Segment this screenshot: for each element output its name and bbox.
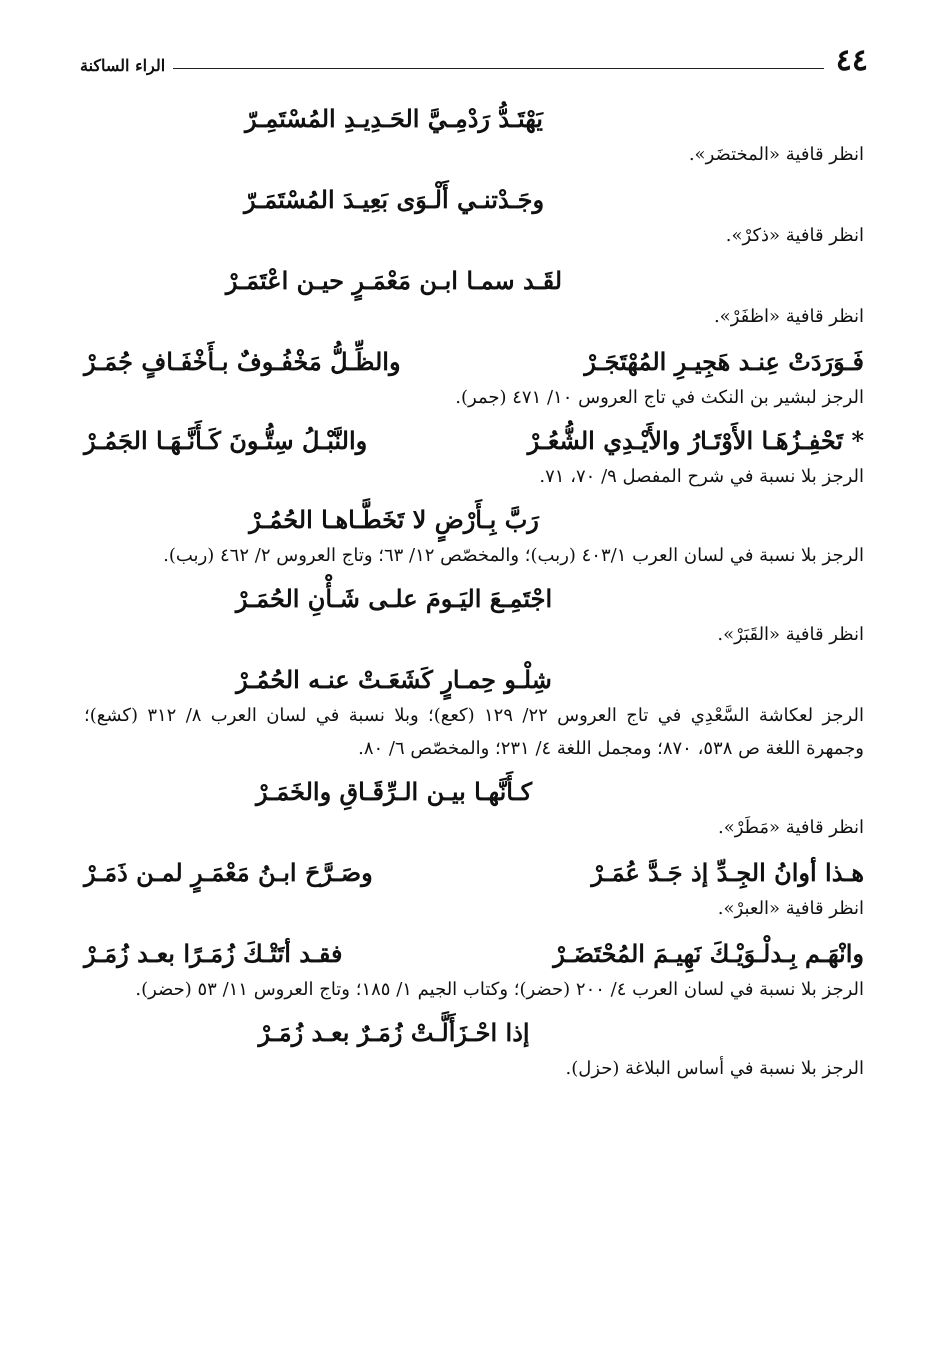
verse-couplet [84,343,864,381]
verse-first-hemistich: هـذا أوانُ الجِـدِّ إذ جَـدَّ عُمَـرْ [591,858,864,887]
verse-couplet [84,935,864,973]
verse-first-hemistich: وانْهَـم بِـدلْـوَيْـكَ نَهِيـمَ المُحْتَضَـرْ [553,939,864,968]
verse-second-hemistich: والنَّبْـلُ سِتُّـونَ كَـأَنَّـهَـا الجَمُـرْ [84,426,368,455]
verse-second-hemistich: وصَـرَّحَ ابـنُ مَعْمَـرٍ لمـن ذَمَـرْ [84,858,373,887]
page-number: ٤٤ [835,43,868,78]
verse-note: الرجز بلا نسبة في أساس البلاغة (حزل). [565,1058,864,1079]
verse: شِلْـو حِمـارٍ كَشَعَـتْ عنـه الحُمُـرْ [236,665,552,694]
verse-second-hemistich: والظِّـلُّ مَخْفُـوفٌ بـأَخْفَـافٍ جُمَـرْ [84,347,401,376]
verse: رَبَّ بِـأَرْضٍ لا تَخَطَّـاهـا الحُمُـرْ [249,505,539,534]
verse: يَهْتَـدُّ رَدْمِـيَّ الحَـدِيـدِ المُسْتَمِـرّ [245,104,543,133]
page-header [80,42,868,76]
verse-note: انظر قافية «ذكرْ». [725,225,864,246]
verse: لقَـد سمـا ابـن مَعْمَـرٍ حيـن اعْتَمَـرْ [225,266,563,295]
verse-note: انظر قافية «المختضَر». [688,144,864,165]
verse-note: الرجز لعكاشة السَّعْدِي في تاج العروس ٢٢/ ١٢٩ (كعع)؛ وبلا نسبة في لسان العرب ٨/ ٣١٢ (كشع)؛ وجمهرة اللغة ص ٥٣٨، ٨٧٠؛ ومجمل اللغة ٤/ ٢٣١؛ والمخصّص ٦/ ٨٠. [84,705,864,759]
running-title: الراء الساكنة [80,56,166,75]
verse-note: الرجز لبشير بن النكث في تاج العروس ١٠/ ٤٧١ (جمر). [455,387,864,408]
verse-couplet [84,854,864,892]
verse-note: الرجز بلا نسبة في لسان العرب ٤٠٣/١ (ربب)؛ والمخصّص ١٢/ ٦٣؛ وتاج العروس ٢/ ٤٦٢ (ربب). [163,545,864,566]
verse: اجْتَمِـعَ اليَـومَ علـى شَـأْنِ الحُمَـرْ [235,584,553,613]
header-rule [173,68,824,69]
verse-first-hemistich: * تَحْفِـزُهَـا الأَوْتَـارُ والأَيْـدِي الشُّعُـرْ [527,426,864,455]
verse-note: انظر قافية «العبرْ». [717,898,864,919]
verse-note: انظر قافية «القَبَرْ». [717,624,864,645]
verse: وجَـدْتنـي أَلْـوَى بَعِيـدَ المُسْتَمَـرّ [243,185,545,214]
verse-note: انظر قافية «اظفَرْ». [713,306,864,327]
verse: إذا احْـزَأَلَّـتْ زُمَـرٌ بعـد زُمَـرْ [258,1018,530,1047]
verse-note: الرجز بلا نسبة في شرح المفصل ٩/ ٧٠، ٧١. [539,466,864,487]
verse: كـأَنَّهـا بيـن الـرِّقَـاقِ والخَمَـرْ [255,777,533,806]
verse-note: انظر قافية «مَطَرْ». [717,817,864,838]
page-body [84,96,864,1095]
verse-couplet [84,422,864,460]
verse-second-hemistich: فقـد أتَتْـكَ زُمَـرًا بعـد زُمَـرْ [84,939,343,968]
verse-first-hemistich: فَـوَرَدَتْ عِنـد هَجِيـرِ المُهْتَجَـرْ [584,347,864,376]
verse-note: الرجز بلا نسبة في لسان العرب ٤/ ٢٠٠ (حضر)؛ وكتاب الجيم ١/ ١٨٥؛ وتاج العروس ١١/ ٥٣ (حضر). [135,979,864,1000]
